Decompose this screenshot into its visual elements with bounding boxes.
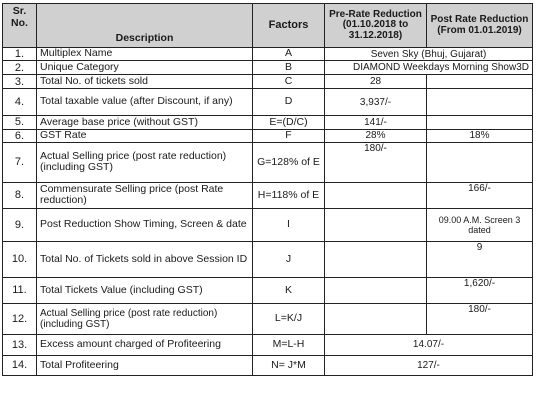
table-row	[3, 116, 533, 129]
table-row	[3, 208, 533, 241]
header-pre-rate-reduction: Pre-Rate Reduction (01.10.2018 to 31.12.2018)	[325, 4, 427, 48]
sr-no-cell: 1.	[3, 48, 37, 61]
header-row	[3, 4, 533, 48]
description-cell: Commensurate Selling price (post Rate reduction)	[37, 182, 253, 208]
sr-no-cell: 14.	[3, 355, 37, 375]
post-rate-value-cell	[427, 75, 533, 89]
factor-cell: B	[253, 61, 325, 75]
sr-no-cell: 13.	[3, 334, 37, 355]
post-rate-value-cell: 9	[427, 241, 533, 277]
pre-rate-value-cell	[325, 182, 427, 208]
description-cell: Actual Selling price (post rate reduction) (including GST)	[37, 303, 253, 334]
description-cell: Average base price (without GST)	[37, 116, 253, 129]
post-rate-value-cell	[427, 116, 533, 129]
header-post-rate-reduction: Post Rate Reduction (From 01.01.2019)	[427, 4, 533, 48]
sr-no-cell: 2.	[3, 61, 37, 75]
description-cell: Post Reduction Show Timing, Screen & date	[37, 208, 253, 241]
description-cell: Actual Selling price (post rate reduction) (including GST)	[37, 142, 253, 182]
factor-cell: J	[253, 241, 325, 277]
factor-cell: C	[253, 75, 325, 89]
sr-no-cell: 3.	[3, 75, 37, 89]
table-row	[3, 182, 533, 208]
pre-rate-value-cell	[325, 277, 427, 303]
factor-cell: E=(D/C)	[253, 116, 325, 129]
sr-no-cell: 6.	[3, 129, 37, 142]
merged-value-cell: DIAMOND Weekdays Morning Show3D	[325, 61, 533, 75]
description-cell: Excess amount charged of Profiteering	[37, 334, 253, 355]
description-cell: Unique Category	[37, 61, 253, 75]
pre-rate-value-cell: 141/-	[325, 116, 427, 129]
sr-no-cell: 4.	[3, 89, 37, 116]
factor-cell: L=K/J	[253, 303, 325, 334]
table-row	[3, 303, 533, 334]
description-cell: Total No. of tickets sold	[37, 75, 253, 89]
pre-rate-value-cell: 28	[325, 75, 427, 89]
factor-cell: N= J*M	[253, 355, 325, 375]
table-row	[3, 89, 533, 116]
factor-cell: K	[253, 277, 325, 303]
factor-cell: G=128% of E	[253, 142, 325, 182]
pre-rate-value-cell	[325, 208, 427, 241]
factor-cell: M=L-H	[253, 334, 325, 355]
post-rate-value-cell	[427, 142, 533, 182]
factor-cell: H=118% of E	[253, 182, 325, 208]
post-rate-value-cell: 18%	[427, 129, 533, 142]
sr-no-cell: 12.	[3, 303, 37, 334]
profiteering-table	[2, 3, 533, 376]
factor-cell: A	[253, 48, 325, 61]
sr-no-cell: 11.	[3, 277, 37, 303]
pre-rate-value-cell: 28%	[325, 129, 427, 142]
merged-value-cell: 127/-	[325, 355, 533, 375]
sr-no-cell: 9.	[3, 208, 37, 241]
table-row	[3, 241, 533, 277]
description-cell: Multiplex Name	[37, 48, 253, 61]
post-rate-value-cell: 180/-	[427, 303, 533, 334]
pre-rate-value-cell: 180/-	[325, 142, 427, 182]
pre-rate-value-cell: 3,937/-	[325, 89, 427, 116]
sr-no-cell: 7.	[3, 142, 37, 182]
header-description: Description	[37, 4, 253, 48]
header-factors: Factors	[253, 4, 325, 48]
profiteering-table-document	[2, 3, 532, 376]
factor-cell: D	[253, 89, 325, 116]
table-row	[3, 355, 533, 375]
pre-rate-value-cell	[325, 241, 427, 277]
table-row	[3, 142, 533, 182]
description-cell: Total Tickets Value (including GST)	[37, 277, 253, 303]
merged-value-cell: 14.07/-	[325, 334, 533, 355]
merged-value-cell: Seven Sky (Bhuj, Gujarat)	[325, 48, 533, 61]
table-row	[3, 334, 533, 355]
table-row	[3, 129, 533, 142]
factor-cell: F	[253, 129, 325, 142]
description-cell: Total Profiteering	[37, 355, 253, 375]
post-rate-value-cell: 1,620/-	[427, 277, 533, 303]
post-rate-value-cell	[427, 89, 533, 116]
post-rate-value-cell: 166/-	[427, 182, 533, 208]
table-row	[3, 61, 533, 75]
description-cell: GST Rate	[37, 129, 253, 142]
table-row	[3, 48, 533, 61]
table-row	[3, 75, 533, 89]
description-cell: Total taxable value (after Discount, if any)	[37, 89, 253, 116]
factor-cell: I	[253, 208, 325, 241]
table-row	[3, 277, 533, 303]
sr-no-cell: 10.	[3, 241, 37, 277]
sr-no-cell: 8.	[3, 182, 37, 208]
pre-rate-value-cell	[325, 303, 427, 334]
post-rate-value-cell: 09.00 A.M. Screen 3 dated	[427, 208, 533, 241]
sr-no-cell: 5.	[3, 116, 37, 129]
header-sr-no: Sr. No.	[3, 4, 37, 48]
description-cell: Total No. of Tickets sold in above Session ID	[37, 241, 253, 277]
